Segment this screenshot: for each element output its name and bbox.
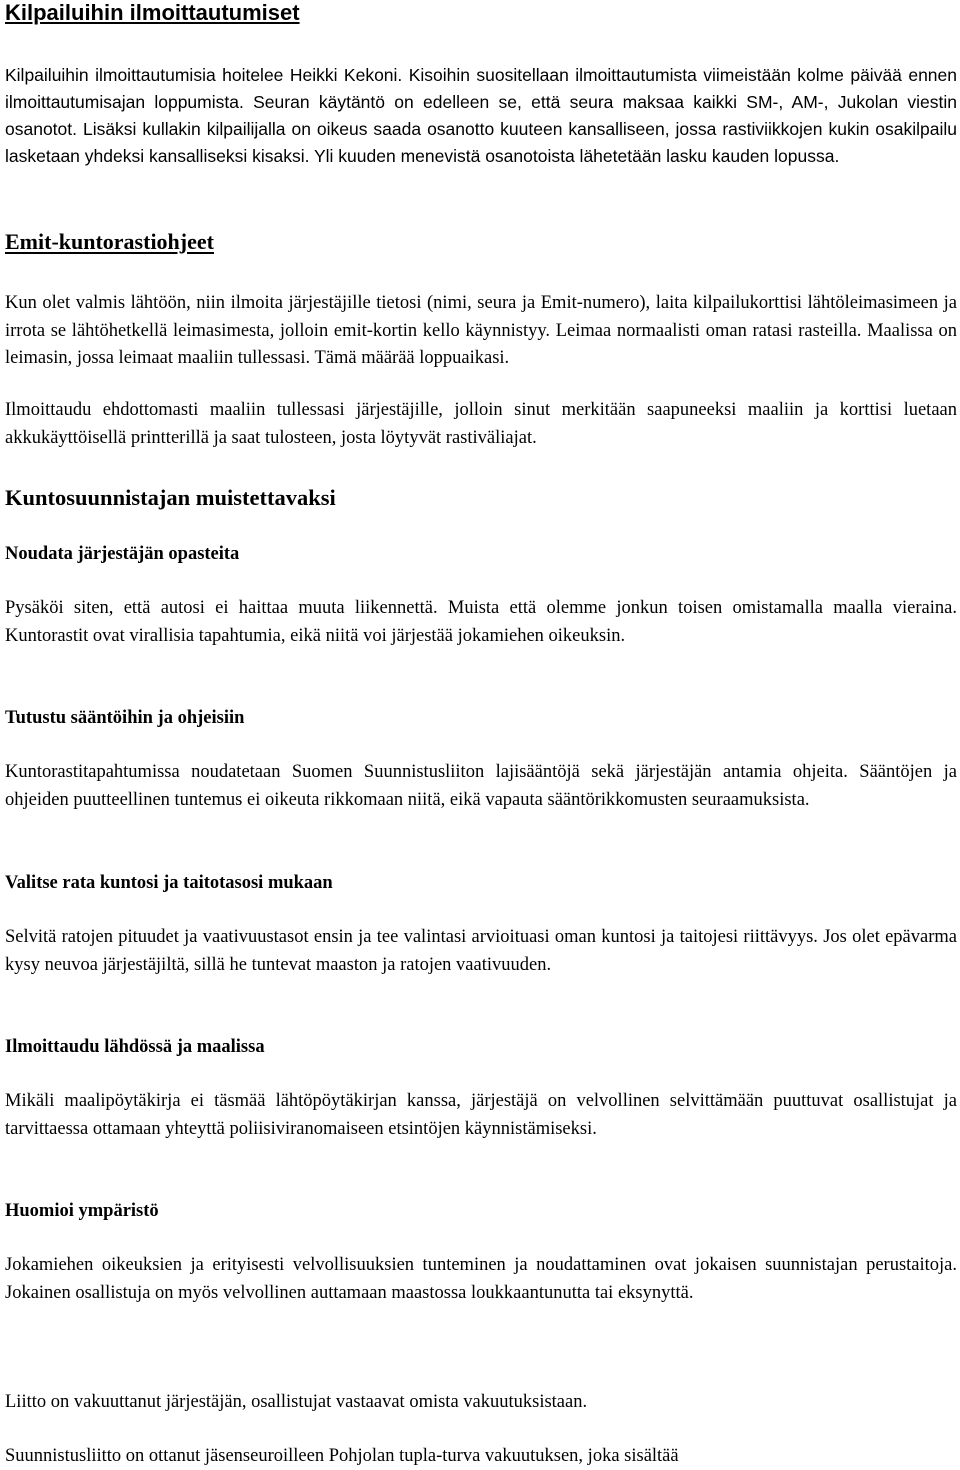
section-heading-ilmoittaudu: Ilmoittaudu lähdössä ja maalissa bbox=[5, 1037, 265, 1057]
insurance-line-2: Suunnistusliitto on ottanut jäsenseuroilleen Pohjolan tupla-turva vakuutuksen, joka sisältää bbox=[5, 1446, 679, 1466]
insurance-line-1: Liitto on vakuuttanut järjestäjän, osallistujat vastaavat omista vakuutuksistaan. bbox=[5, 1392, 588, 1412]
section-text-saannot: Kuntorastitapahtumissa noudatetaan Suomen Suunnistusliiton lajisääntöjä sekä järjestäjän antamia ohjeita. Sääntöjen ja ohjeiden puutteellinen tuntemus ei oikeuta rikkomaan niitä, eikä vapauta sääntörikkomusten seuraamuksista. bbox=[5, 762, 957, 810]
emit-heading: Emit-kuntorastiohjeet bbox=[5, 229, 214, 254]
emit-paragraph-1: Kun olet valmis lähtöön, niin ilmoita järjestäjille tietosi (nimi, seura ja Emit-numero), laita kilpailukorttisi lähtöleimasimeen ja irrota se lähtöhetkellä leimasimesta, jolloin emit-kortin kello käynnistyy. Leimaa normaalisti oman ratasi rasteilla. Maalissa on leimasin, jossa leimaat maaliin tullessasi. Tämä määrää loppuaikasi. bbox=[5, 293, 957, 368]
section-heading-saannot: Tutustu sääntöihin ja ohjeisiin bbox=[5, 708, 245, 728]
section-heading-rata: Valitse rata kuntosi ja taitotasosi mukaan bbox=[5, 873, 333, 893]
intro-paragraph: Kilpailuihin ilmoittautumisia hoitelee Heikki Kekoni. Kisoihin suositellaan ilmoittautumista viimeistään kolme päivää ennen ilmoittautumisajan loppumista. Seuran käytäntö on edelleen se, että seura maksaa kaikki SM-, AM-, Jukolan viestin osanotot. Lisäksi kullakin kilpailijalla on oikeus saada osanotto kuuteen kansalliseen, jossa rastiviikkojen kukin osakilpailu lasketaan yhdeksi kansalliseksi kisaksi. Yli kuuden menevistä osanotoista lähetetään lasku kauden lopussa. bbox=[5, 65, 957, 166]
page-title: Kilpailuihin ilmoittautumiset bbox=[5, 0, 300, 25]
section-heading-opasteet: Noudata järjestäjän opasteita bbox=[5, 544, 240, 564]
section-text-rata: Selvitä ratojen pituudet ja vaativuustasot ensin ja tee valintasi arvioituasi oman kuntosi ja taitojesi riittävyys. Jos olet epävarma kysy neuvoa järjestäjiltä, sillä he tuntevat maaston ja ratojen vaativuuden. bbox=[5, 927, 957, 975]
section-text-ymparisto: Jokamiehen oikeuksien ja erityisesti velvollisuuksien tunteminen ja noudattaminen ovat jokaisen suunnistajan perustaitoja. Jokainen osallistuja on myös velvollinen auttamaan maastossa loukkaantunutta tai eksynyttä. bbox=[5, 1255, 957, 1303]
section-heading-ymparisto: Huomioi ympäristö bbox=[5, 1201, 159, 1221]
section-text-ilmoittaudu: Mikäli maalipöytäkirja ei täsmää lähtöpöytäkirjan kanssa, järjestäjä on velvollinen selvittämään puuttuvat osallistujat ja tarvittaessa ottamaan yhteyttä poliisiviranomaiseen etsintöjen käynnistämiseksi. bbox=[5, 1091, 957, 1139]
emit-paragraph-2: Ilmoittaudu ehdottomasti maaliin tullessasi järjestäjille, jolloin sinut merkitään saapuneeksi maaliin ja korttisi luetaan akkukäyttöisellä printterillä ja saat tulosteen, josta löytyvät rastiväliajat. bbox=[5, 400, 957, 448]
kuntosuunnistaja-heading: Kuntosuunnistajan muistettavaksi bbox=[5, 485, 336, 510]
section-text-opasteet: Pysäköi siten, että autosi ei haittaa muuta liikennettä. Muista että olemme jonkun toisen omistamalla maalla vieraina. Kuntorastit ovat virallisia tapahtumia, eikä niitä voi järjestää jokamiehen oikeuksin. bbox=[5, 598, 957, 646]
